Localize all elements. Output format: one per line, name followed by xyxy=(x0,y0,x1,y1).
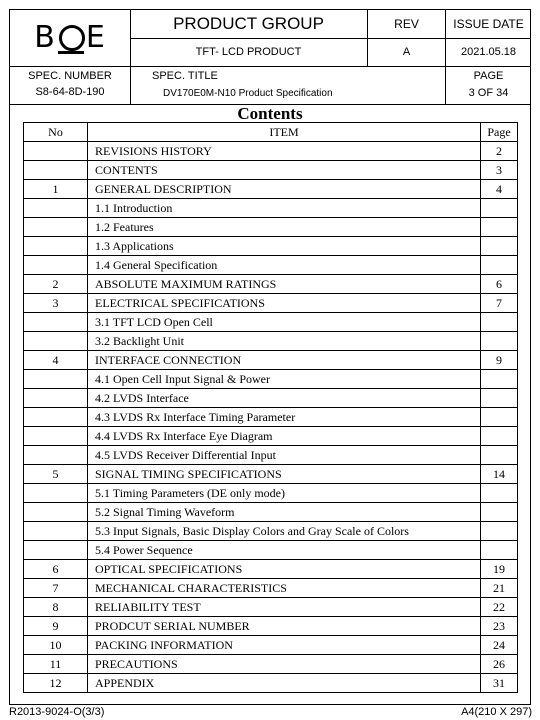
row-number: 11 xyxy=(24,655,88,674)
row-page: 14 xyxy=(481,465,518,484)
row-number: 7 xyxy=(24,579,88,598)
row-page xyxy=(481,389,518,408)
table-row xyxy=(24,484,518,503)
row-page xyxy=(481,256,518,275)
column-header-no: No xyxy=(24,123,88,142)
row-page: 6 xyxy=(481,275,518,294)
column-header-item: ITEM xyxy=(88,123,481,142)
product-group-title: PRODUCT GROUP xyxy=(173,14,324,33)
contents-table-body xyxy=(24,142,518,693)
table-row xyxy=(24,503,518,522)
table-row xyxy=(24,275,518,294)
row-page: 21 xyxy=(481,579,518,598)
row-number xyxy=(24,237,88,256)
spec-title-label: SPEC. TITLE xyxy=(152,70,218,82)
row-item: CONTENTS xyxy=(88,161,481,180)
row-item: APPENDIX xyxy=(88,674,481,693)
row-item: 1.1 Introduction xyxy=(88,199,481,218)
table-row xyxy=(24,579,518,598)
row-number xyxy=(24,503,88,522)
row-number: 12 xyxy=(24,674,88,693)
row-page xyxy=(481,370,518,389)
table-row xyxy=(24,465,518,484)
boe-logo: B E xyxy=(34,20,106,55)
row-number: 3 xyxy=(24,294,88,313)
table-row xyxy=(24,541,518,560)
row-item: RELIABILITY TEST xyxy=(88,598,481,617)
row-page: 22 xyxy=(481,598,518,617)
row-number: 4 xyxy=(24,351,88,370)
row-number xyxy=(24,522,88,541)
table-row xyxy=(24,446,518,465)
table-row xyxy=(24,313,518,332)
row-page: 7 xyxy=(481,294,518,313)
spec-title-value: DV170E0M-N10 Product Specification xyxy=(163,88,333,99)
table-row xyxy=(24,598,518,617)
row-number: 2 xyxy=(24,275,88,294)
row-number: 10 xyxy=(24,636,88,655)
row-page xyxy=(481,541,518,560)
row-page: 31 xyxy=(481,674,518,693)
row-number xyxy=(24,313,88,332)
spec-number-value: S8-64-8D-190 xyxy=(35,86,105,98)
row-item: 4.1 Open Cell Input Signal & Power xyxy=(88,370,481,389)
row-item: 1.2 Features xyxy=(88,218,481,237)
table-row xyxy=(24,617,518,636)
row-page xyxy=(481,446,518,465)
row-page xyxy=(481,218,518,237)
row-item: GENERAL DESCRIPTION xyxy=(88,180,481,199)
row-number xyxy=(24,389,88,408)
row-item: 5.3 Input Signals, Basic Display Colors and Gray Scale of Colors xyxy=(88,522,481,541)
row-number: 9 xyxy=(24,617,88,636)
row-page xyxy=(481,427,518,446)
row-item: 4.5 LVDS Receiver Differential Input xyxy=(88,446,481,465)
company-logo xyxy=(10,10,130,65)
row-item: 3.2 Backlight Unit xyxy=(88,332,481,351)
row-page: 24 xyxy=(481,636,518,655)
table-row xyxy=(24,256,518,275)
issue-date-label: ISSUE DATE xyxy=(453,17,524,31)
row-page xyxy=(481,313,518,332)
row-item: 5.2 Signal Timing Waveform xyxy=(88,503,481,522)
row-item: PACKING INFORMATION xyxy=(88,636,481,655)
row-page xyxy=(481,332,518,351)
row-page: 2 xyxy=(481,142,518,161)
row-item: 4.4 LVDS Rx Interface Eye Diagram xyxy=(88,427,481,446)
row-number xyxy=(24,218,88,237)
table-row xyxy=(24,655,518,674)
row-item: 1.3 Applications xyxy=(88,237,481,256)
table-row xyxy=(24,199,518,218)
row-item: 3.1 TFT LCD Open Cell xyxy=(88,313,481,332)
table-row xyxy=(24,332,518,351)
row-number xyxy=(24,199,88,218)
row-number: 5 xyxy=(24,465,88,484)
row-page xyxy=(481,484,518,503)
issue-date-value: 2021.05.18 xyxy=(460,46,517,58)
table-row xyxy=(24,237,518,256)
form-number: R2013-9024-O(3/3) xyxy=(9,706,105,718)
row-item: REVISIONS HISTORY xyxy=(88,142,481,161)
row-item: 4.2 LVDS Interface xyxy=(88,389,481,408)
row-number xyxy=(24,370,88,389)
row-page: 26 xyxy=(481,655,518,674)
row-item: PRECAUTIONS xyxy=(88,655,481,674)
table-row xyxy=(24,427,518,446)
row-item: 1.4 General Specification xyxy=(88,256,481,275)
table-row xyxy=(24,560,518,579)
table-row xyxy=(24,389,518,408)
row-number xyxy=(24,408,88,427)
row-item: MECHANICAL CHARACTERISTICS xyxy=(88,579,481,598)
row-number: 1 xyxy=(24,180,88,199)
row-page: 9 xyxy=(481,351,518,370)
spec-number-label: SPEC. NUMBER xyxy=(28,70,112,82)
page-value: 3 OF 34 xyxy=(468,87,509,99)
row-page xyxy=(481,199,518,218)
row-item: 5.4 Power Sequence xyxy=(88,541,481,560)
row-number xyxy=(24,332,88,351)
row-item: ABSOLUTE MAXIMUM RATINGS xyxy=(88,275,481,294)
row-item: 5.1 Timing Parameters (DE only mode) xyxy=(88,484,481,503)
row-page: 19 xyxy=(481,560,518,579)
row-number xyxy=(24,446,88,465)
row-number xyxy=(24,427,88,446)
row-number: 6 xyxy=(24,560,88,579)
rev-value: A xyxy=(402,46,411,58)
column-header-page: Page xyxy=(481,123,518,142)
row-page xyxy=(481,408,518,427)
table-row xyxy=(24,351,518,370)
row-item: OPTICAL SPECIFICATIONS xyxy=(88,560,481,579)
contents-table xyxy=(23,122,518,693)
table-row xyxy=(24,218,518,237)
table-row xyxy=(24,142,518,161)
page-label: PAGE xyxy=(473,70,504,82)
table-row xyxy=(24,370,518,389)
paper-size: A4(210 X 297) xyxy=(461,706,532,718)
row-number: 8 xyxy=(24,598,88,617)
row-number xyxy=(24,484,88,503)
row-number xyxy=(24,142,88,161)
row-page xyxy=(481,237,518,256)
row-number xyxy=(24,256,88,275)
table-row xyxy=(24,161,518,180)
row-item: INTERFACE CONNECTION xyxy=(88,351,481,370)
contents-title: Contents xyxy=(237,103,303,123)
table-row xyxy=(24,294,518,313)
row-page: 23 xyxy=(481,617,518,636)
divider xyxy=(10,66,531,67)
row-item: ELECTRICAL SPECIFICATIONS xyxy=(88,294,481,313)
product-name: TFT- LCD PRODUCT xyxy=(195,46,302,58)
table-row xyxy=(24,180,518,199)
row-number xyxy=(24,161,88,180)
table-row xyxy=(24,522,518,541)
row-item: PRODCUT SERIAL NUMBER xyxy=(88,617,481,636)
table-row xyxy=(24,408,518,427)
table-row xyxy=(24,674,518,693)
row-page xyxy=(481,503,518,522)
row-page: 3 xyxy=(481,161,518,180)
row-page: 4 xyxy=(481,180,518,199)
rev-label: REV xyxy=(394,17,419,31)
divider xyxy=(130,66,131,105)
row-item: 4.3 LVDS Rx Interface Timing Parameter xyxy=(88,408,481,427)
table-header-row xyxy=(24,123,518,142)
row-item: SIGNAL TIMING SPECIFICATIONS xyxy=(88,465,481,484)
row-page xyxy=(481,522,518,541)
table-row xyxy=(24,636,518,655)
row-number xyxy=(24,541,88,560)
